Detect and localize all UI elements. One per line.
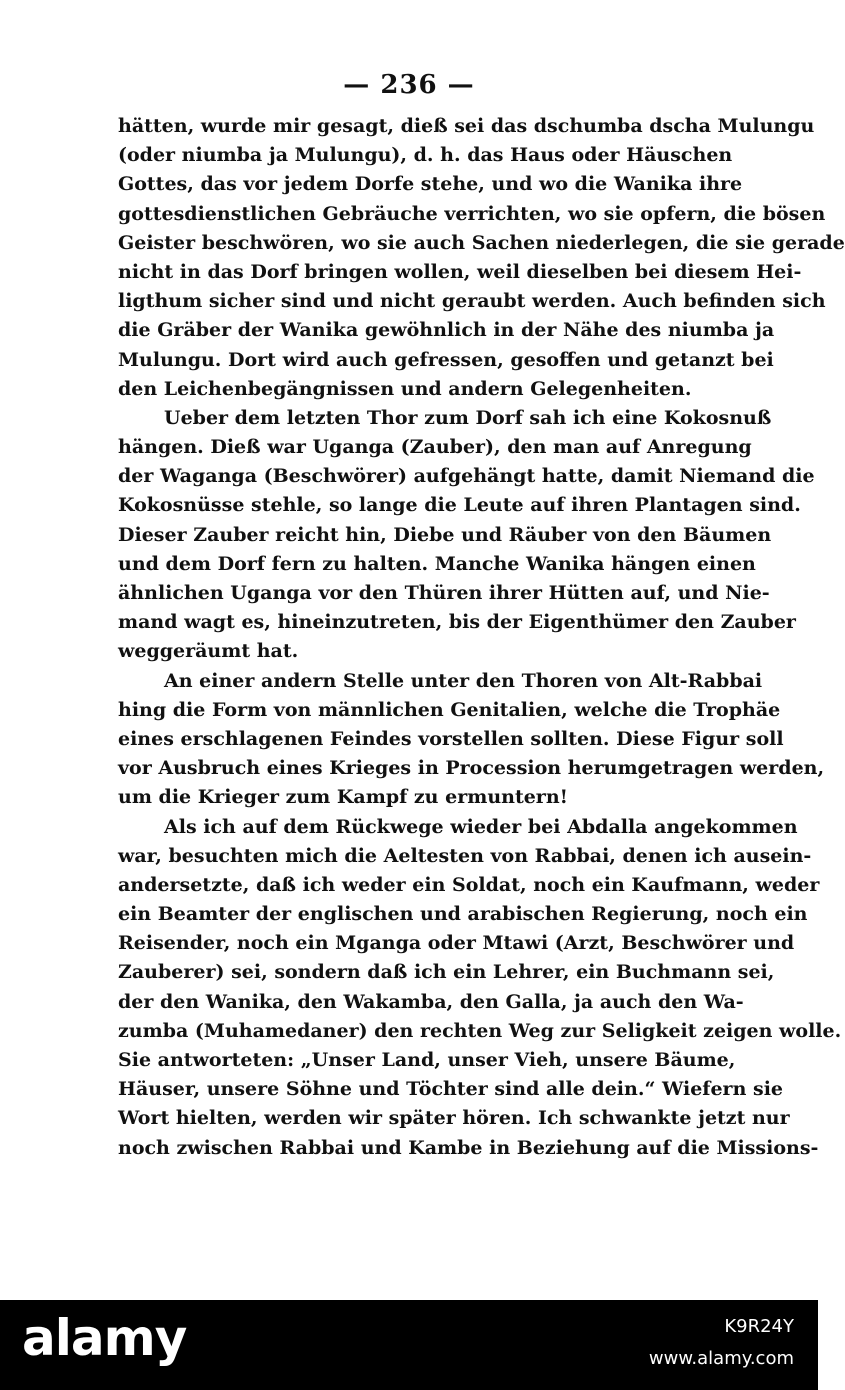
text-line: weggeräumt hat.	[118, 640, 299, 663]
text-line: Geister beschwören, wo sie auch Sachen niederlegen, die sie gerade	[118, 231, 845, 254]
text-line: hängen. Dieß war Uganga (Zauber), den man auf Anregung	[118, 436, 752, 459]
text-line: war, besuchten mich die Aeltesten von Rabbai, denen ich ausein-	[118, 844, 812, 867]
image-id: K9R24Y	[724, 1316, 794, 1337]
text-line: den Leichenbegängnissen und andern Gelegenheiten.	[118, 377, 692, 400]
text-line: Dieser Zauber reicht hin, Diebe und Räuber von den Bäumen	[118, 523, 772, 546]
text-line: noch zwischen Rabbai und Kambe in Beziehung auf die Missions-	[118, 1136, 819, 1159]
text-line: nicht in das Dorf bringen wollen, weil dieselben bei diesem Hei-	[118, 260, 802, 283]
text-line: der den Wanika, den Wakamba, den Galla, ja auch den Wa-	[118, 990, 744, 1013]
body-text	[118, 112, 845, 1163]
text-line: gottesdienstlichen Gebräuche verrichten, wo sie opfern, die bösen	[118, 202, 826, 225]
text-line: andersetzte, daß ich weder ein Soldat, noch ein Kaufmann, weder	[118, 873, 820, 896]
text-line: hing die Form von männlichen Genitalien, welche die Trophäe	[118, 698, 781, 721]
text-line: und dem Dorf fern zu halten. Manche Wanika hängen einen	[118, 552, 756, 575]
text-line: Ueber dem letzten Thor zum Dorf sah ich eine Kokosnuß	[164, 406, 772, 429]
text-line: Kokosnüsse stehle, so lange die Leute auf ihren Plantagen sind.	[118, 494, 801, 517]
text-line: ein Beamter der englischen und arabischen Regierung, noch ein	[118, 903, 808, 926]
watermark-url: www.alamy.com	[648, 1348, 794, 1369]
page-number: — 236 —	[343, 70, 475, 100]
text-line: Mulungu. Dort wird auch gefressen, gesoffen und getanzt bei	[118, 348, 774, 371]
text-line: vor Ausbruch eines Krieges in Procession herumgetragen werden,	[118, 757, 825, 780]
text-line: An einer andern Stelle unter den Thoren von Alt-Rabbai	[164, 669, 763, 692]
text-line: Wort hielten, werden wir später hören. Ich schwankte jetzt nur	[118, 1107, 790, 1130]
watermark-footer	[0, 1300, 818, 1390]
text-line: um die Krieger zum Kampf zu ermuntern!	[118, 786, 568, 809]
text-line: der Waganga (Beschwörer) aufgehängt hatte, damit Niemand die	[118, 465, 815, 488]
text-line: Gottes, das vor jedem Dorfe stehe, und wo die Wanika ihre	[118, 173, 743, 196]
text-line: ähnlichen Uganga vor den Thüren ihrer Hütten auf, und Nie-	[118, 582, 770, 604]
text-line: Als ich auf dem Rückwege wieder bei Abdalla angekommen	[164, 815, 798, 838]
text-line: eines erschlagenen Feindes vorstellen sollten. Diese Figur soll	[118, 727, 784, 750]
text-line: ligthum sicher sind und nicht geraubt werden. Auch befinden sich	[118, 290, 826, 313]
text-line: zumba (Muhamedaner) den rechten Weg zur Seligkeit zeigen wolle.	[118, 1019, 842, 1042]
text-line: Reisender, noch ein Mganga oder Mtawi (Arzt, Beschwörer und	[118, 932, 795, 955]
text-line: mand wagt es, hineinzutreten, bis der Eigenthümer den Zauber	[118, 611, 796, 634]
text-line: (oder niumba ja Mulungu), d. h. das Haus oder Häuschen	[118, 144, 733, 167]
text-line: hätten, wurde mir gesagt, dieß sei das dschumba dscha Mulungu	[118, 115, 815, 137]
text-line: Sie antworteten: „Unser Land, unser Vieh, unsere Bäume,	[118, 1049, 736, 1071]
text-line: die Gräber der Wanika gewöhnlich in der Nähe des niumba ja	[118, 319, 775, 342]
alamy-logo: alamy	[22, 1309, 187, 1367]
text-line: Zauberer) sei, sondern daß ich ein Lehrer, ein Buchmann sei,	[118, 961, 775, 984]
text-line: Häuser, unsere Söhne und Töchter sind alle dein.“ Wiefern sie	[118, 1078, 783, 1101]
